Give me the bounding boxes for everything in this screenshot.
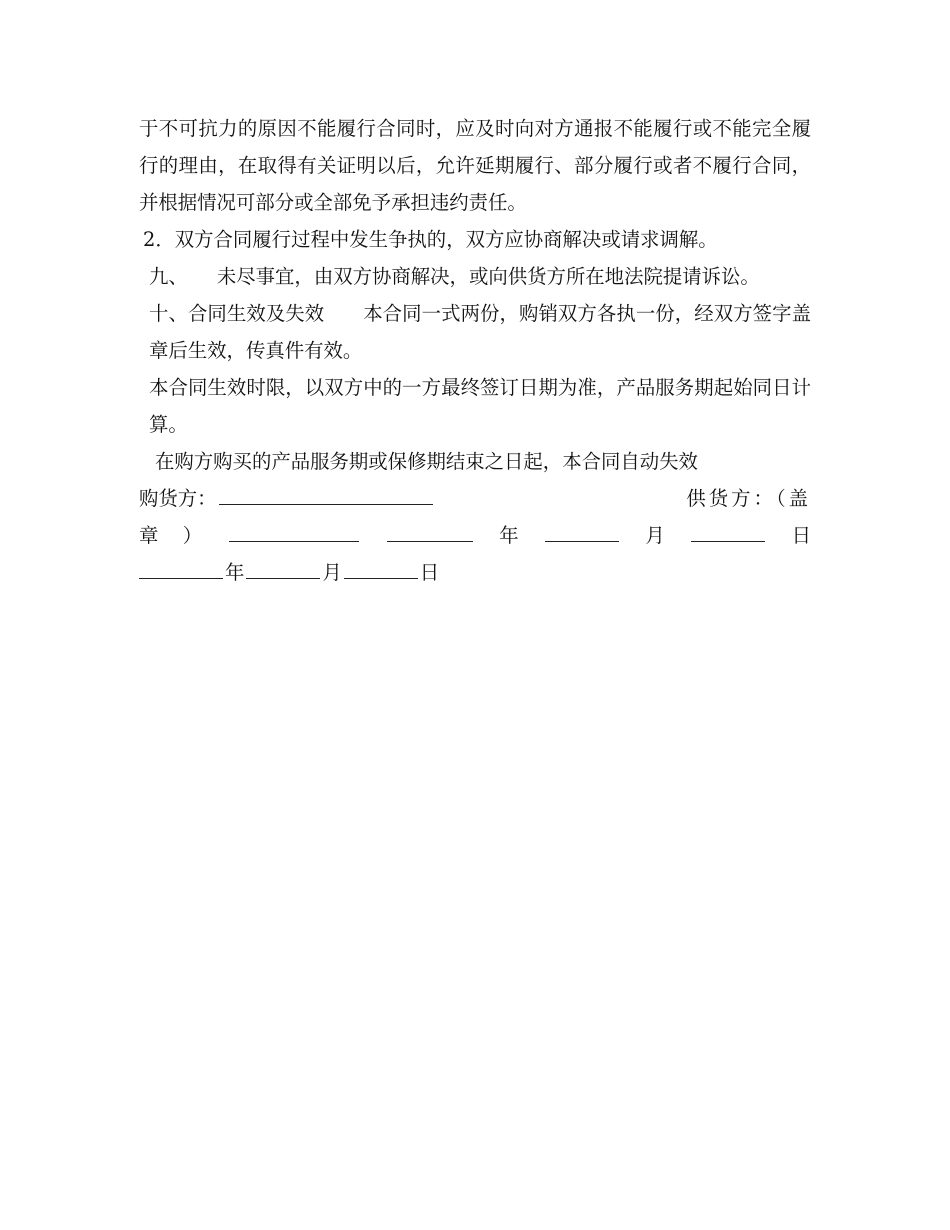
signature-line-2 (139, 517, 811, 554)
buyer-month-blank[interactable] (246, 556, 320, 579)
signature-line-3 (139, 554, 811, 591)
seller-day-blank[interactable] (691, 519, 765, 542)
buyer-day-label: 日 (419, 561, 440, 584)
document-body (139, 110, 811, 591)
seller-day-label: 日 (791, 524, 811, 547)
buyer-label: 购货方： (139, 487, 217, 510)
seller-month-label: 月 (645, 524, 665, 547)
buyer-month-label: 月 (322, 561, 342, 584)
buyer-year-label: 年 (225, 561, 245, 584)
seller-month-blank[interactable] (545, 519, 619, 542)
paragraph-clause-nine: 九、 未尽事宜，由双方协商解决，或向供货方所在地法院提请诉讼。 (149, 265, 760, 288)
seller-blank[interactable] (229, 519, 359, 542)
paragraph-expiry: 在购方购买的产品服务期或保修期结束之日起，本合同自动失效 (155, 450, 698, 473)
paragraph-clause-ten: 十、合同生效及失效 本合同一式两份，购销双方各执一份，经双方签字盖章后生效，传真件有效。 (149, 302, 811, 362)
stamp-close: ） (182, 524, 203, 547)
seller-year-label: 年 (499, 524, 519, 547)
stamp-char: 章 (139, 524, 159, 547)
seller-year-blank[interactable] (387, 519, 473, 542)
buyer-block (139, 480, 435, 517)
buyer-blank[interactable] (219, 482, 433, 505)
paragraph-force-majeure: 于不可抗力的原因不能履行合同时，应及时向对方通报不能履行或不能完全履行的理由，在取得有关证明以后，允许延期履行、部分履行或者不履行合同，并根据情况可部分或全部免予承担违约责任。 (139, 117, 811, 214)
buyer-day-blank[interactable] (344, 556, 418, 579)
paragraph-effective-period: 本合同生效时限，以双方中的一方最终签订日期为准，产品服务期起始同日计算。 (149, 376, 811, 436)
buyer-year-blank[interactable] (139, 556, 223, 579)
paragraph-dispute: 2．双方合同履行过程中发生争执的，双方应协商解决或请求调解。 (143, 228, 718, 251)
seller-label: 供货方：（盖 (686, 487, 811, 510)
signature-line-1 (139, 480, 811, 517)
